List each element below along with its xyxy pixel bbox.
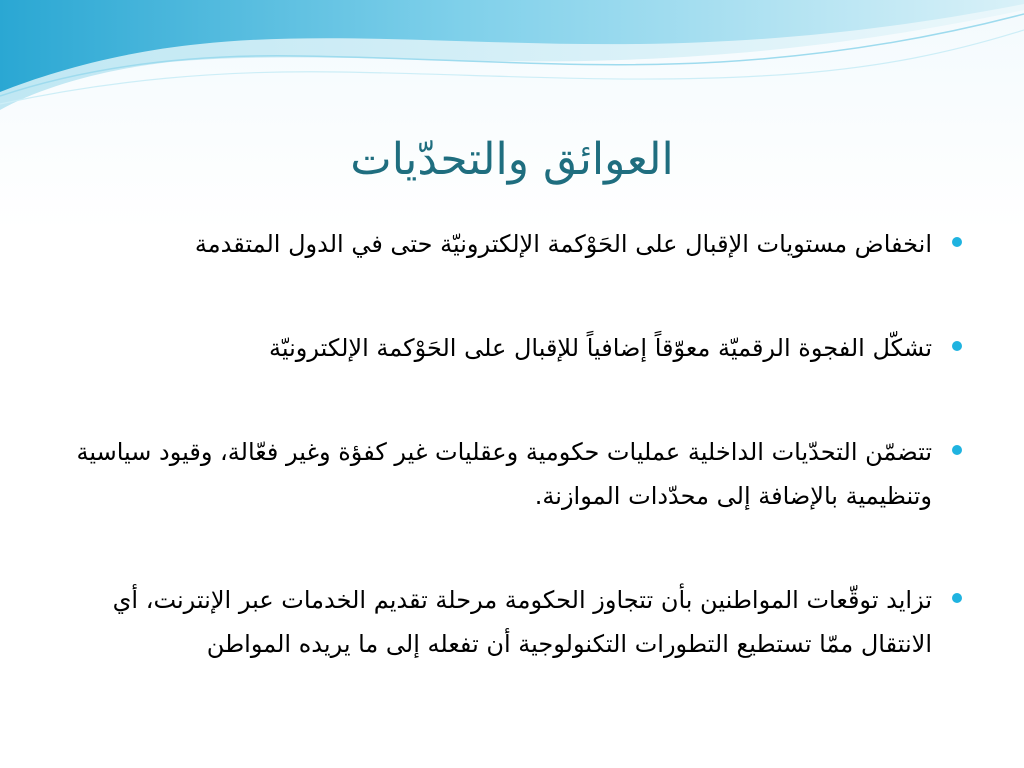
bullet-dot-icon [952, 593, 962, 603]
bullet-text: انخفاض مستويات الإقبال على الحَوْكمة الإلكترونيّة حتى في الدول المتقدمة [194, 230, 932, 258]
bullet-dot-icon [952, 341, 962, 351]
bullet-item [52, 326, 964, 370]
header-wave-decoration [0, 0, 1024, 120]
bullet-dot-icon [952, 445, 962, 455]
bullet-text: تشكّل الفجوة الرقميّة معوّقاً إضافياً للإقبال على الحَوْكمة الإلكترونيّة [268, 334, 932, 362]
bullet-text: تتضمّن التحدّيات الداخلية عمليات حكومية وعقليات غير كفؤة وغير فعّالة، وقيود سياسية وتنظيمية بالإضافة إلى محدّدات الموازنة. [76, 438, 932, 510]
bullet-item [52, 578, 964, 666]
bullet-text: تزايد توقّعات المواطنين بأن تتجاوز الحكومة مرحلة تقديم الخدمات عبر الإنترنت، أي الانتقال ممّا تستطيع التطورات التكنولوجية أن تفعله إلى ما يريده المواطن [112, 586, 932, 658]
bullet-list [52, 222, 964, 666]
bullet-item [52, 222, 964, 266]
bullet-item [52, 430, 964, 518]
bullet-dot-icon [952, 237, 962, 247]
slide-title: العوائق والتحدّيات [350, 134, 674, 185]
